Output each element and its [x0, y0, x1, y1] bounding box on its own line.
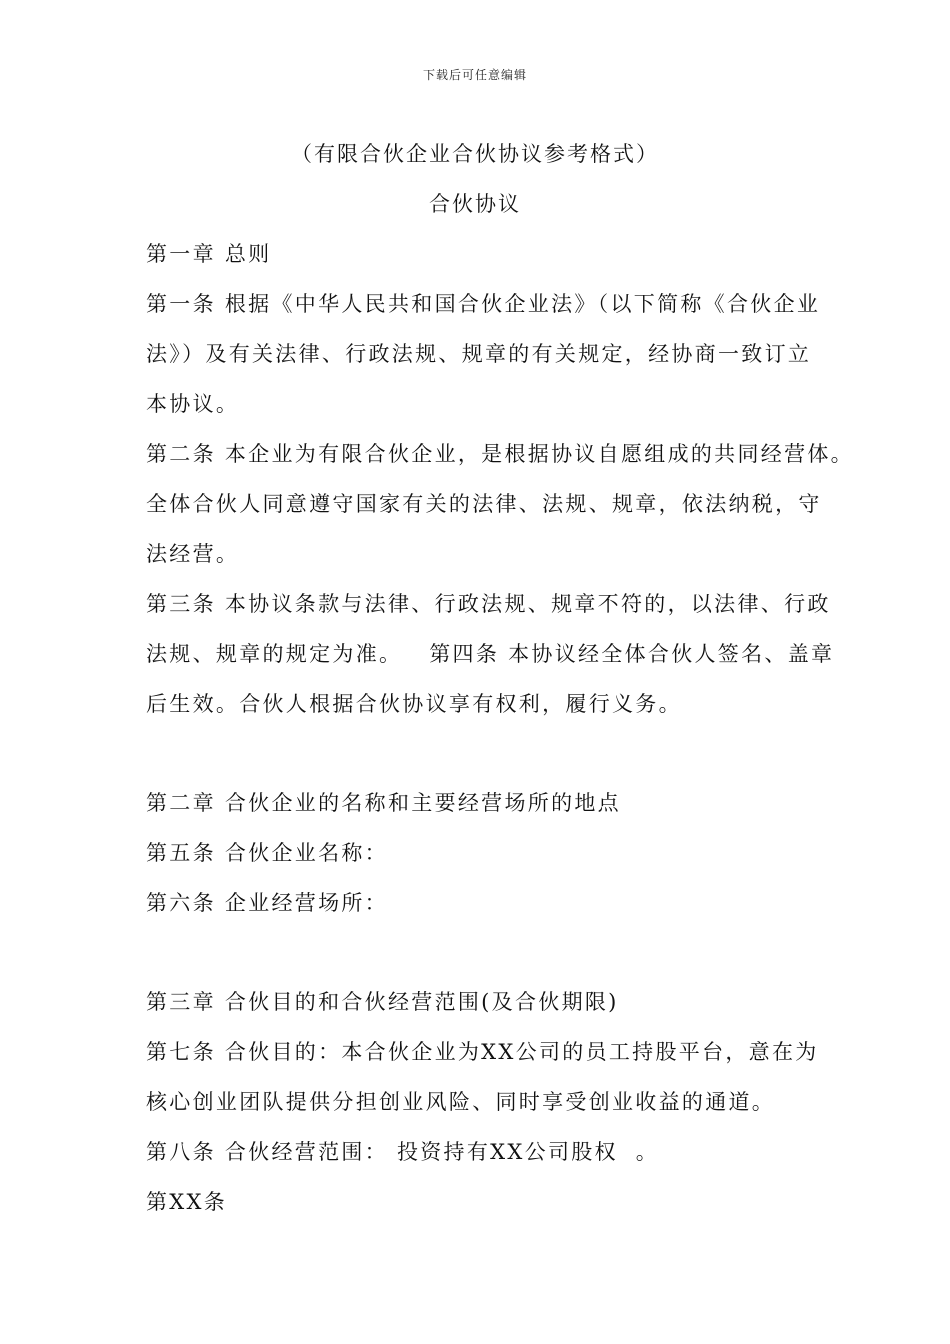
header-note: 下载后可任意编辑 — [422, 68, 527, 82]
article-xx: 第XX条 — [146, 1190, 228, 1214]
article-5: 第五条 合伙企业名称： — [146, 841, 388, 865]
document-title: （有限合伙企业合伙协议参考格式） — [291, 142, 659, 166]
document-subtitle: 合伙协议 — [429, 192, 521, 216]
article-2-line-2: 全体合伙人同意遵守国家有关的法律、法规、规章，依法纳税，守 — [146, 492, 822, 516]
article-7-line-1: 第七条 合伙目的：本合伙企业为XX公司的员工持股平台，意在为 — [146, 1040, 819, 1064]
article-6: 第六条 企业经营场所： — [146, 891, 388, 915]
article-2-line-3: 法经营。 — [146, 542, 240, 566]
chapter-2-heading: 第二章 合伙企业的名称和主要经营场所的地点 — [146, 791, 621, 815]
chapter-1-heading: 第一章 总则 — [146, 242, 272, 266]
article-1-line-2: 法》）及有关法律、行政法规、规章的有关规定，经协商一致订立 — [146, 342, 812, 366]
article-4-line-3: 后生效。合伙人根据合伙协议享有权利，履行义务。 — [146, 692, 682, 716]
article-1-line-1: 第一条 根据《中华人民共和国合伙企业法》（以下简称《合伙企业 — [146, 292, 821, 316]
article-3-4-line-2: 法规、规章的规定为准。 第四条 本协议经全体合伙人签名、盖章 — [146, 642, 835, 666]
article-8: 第八条 合伙经营范围： 投资持有XX公司股权 。 — [146, 1140, 660, 1164]
chapter-3-heading: 第三章 合伙目的和合伙经营范围(及合伙期限) — [146, 990, 619, 1014]
article-3-line-1: 第三条 本协议条款与法律、行政法规、规章不符的，以法律、行政 — [146, 592, 831, 616]
article-2-line-1: 第二条 本企业为有限合伙企业，是根据协议自愿组成的共同经营体。 — [146, 442, 854, 466]
article-1-line-3: 本协议。 — [146, 392, 240, 416]
article-7-line-2: 核心创业团队提供分担创业风险、同时享受创业收益的通道。 — [146, 1090, 776, 1114]
